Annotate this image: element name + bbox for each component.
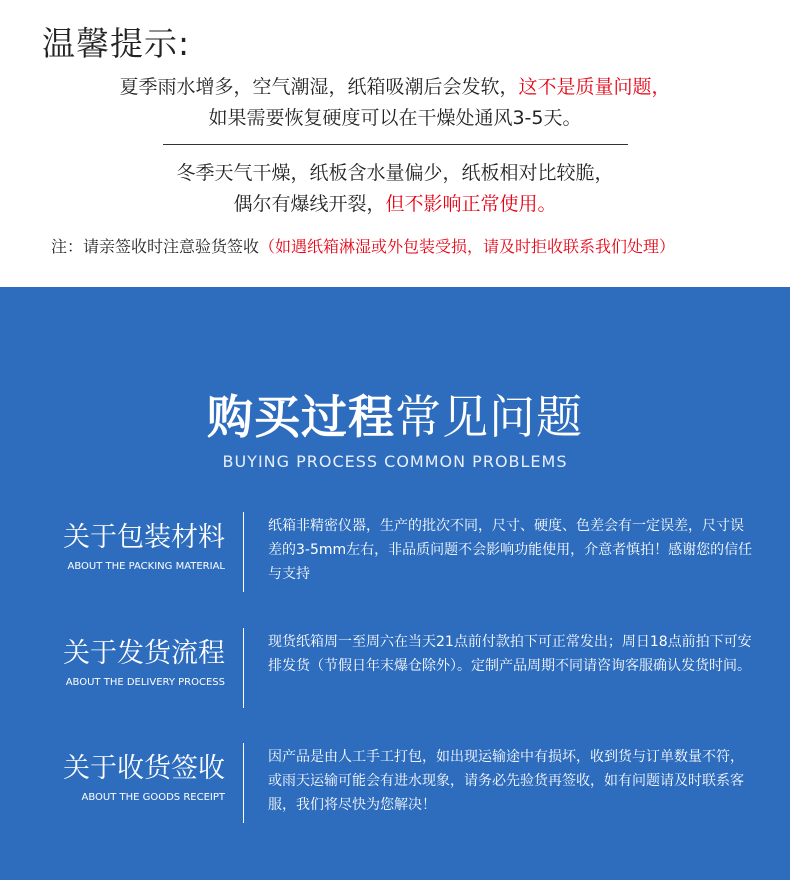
faq-item-delivery <box>0 628 790 723</box>
faq-item-title: 关于收货签收 <box>63 753 225 784</box>
faq-item-text: 纸箱非精密仪器，生产的批次不同，尺寸、硬度、色差会有一定误差，尺寸误差的3-5mm左右，非品质问题不会影响功能使用，介意者慎拍！感谢您的信任与支持 <box>268 518 753 582</box>
tips-paragraph-winter <box>0 158 790 220</box>
faq-item-text: 现货纸箱周一至周六在当天21点前付款拍下可正常发出；周日18点前拍下可安排发货（节假日年末爆仓除外）。定制产品周期不同请咨询客服确认发货时间。 <box>268 634 752 674</box>
faq-item-packing <box>0 512 790 607</box>
faq-item-heading <box>63 520 225 574</box>
faq-section <box>0 287 790 880</box>
faq-item-divider <box>243 743 244 823</box>
faq-item-receipt <box>0 743 790 838</box>
note-red-text: （如遇纸箱淋湿或外包装受损，请及时拒收联系我们处理） <box>259 237 676 256</box>
faq-item-divider <box>243 512 244 592</box>
faq-item-title: 关于包装材料 <box>63 522 225 553</box>
winter-red-text: 但不影响正常使用。 <box>385 193 557 215</box>
tips-title: 温馨提示: <box>42 24 191 63</box>
receipt-note <box>51 234 675 257</box>
note-text: 注：请亲签收时注意验货签收 <box>51 237 260 256</box>
faq-item-subtitle: ABOUT THE DELIVERY PROCESS <box>65 677 225 688</box>
faq-item-divider <box>243 628 244 708</box>
summer-line-1 <box>0 72 790 103</box>
faq-item-text: 因产品是由人工手工打包，如出现运输途中有损坏，收到货与订单数量不符，或雨天运输可能会有进水现象，请务必先验货再签收，如有问题请及时联系客服，我们将尽快为您解决！ <box>268 749 744 813</box>
winter-line-1: 冬季天气干燥，纸板含水量偏少，纸板相对比较脆， <box>176 162 614 184</box>
faq-item-subtitle: ABOUT THE PACKING MATERIAL <box>67 561 225 572</box>
summer-line-2: 如果需要恢复硬度可以在干燥处通风3-5天。 <box>208 107 582 129</box>
tips-paragraph-summer <box>0 72 790 134</box>
faq-item-heading <box>63 636 225 690</box>
winter-line-2 <box>0 189 790 220</box>
summer-red-text: 这不是质量问题， <box>518 76 671 98</box>
summer-text: 夏季雨水增多，空气潮湿，纸箱吸潮后会发软， <box>119 76 519 98</box>
faq-item-title: 关于发货流程 <box>63 638 225 669</box>
faq-title <box>0 387 790 447</box>
winter-text: 偶尔有爆线开裂， <box>233 193 386 215</box>
faq-item-heading <box>63 751 225 805</box>
divider <box>163 144 628 145</box>
faq-title-bold: 购买过程 <box>207 390 395 444</box>
faq-title-light: 常见问题 <box>395 390 583 444</box>
tips-section <box>0 0 790 287</box>
faq-item-subtitle: ABOUT THE GOODS RECEIPT <box>81 792 225 803</box>
faq-subtitle: BUYING PROCESS COMMON PROBLEMS <box>222 452 568 471</box>
